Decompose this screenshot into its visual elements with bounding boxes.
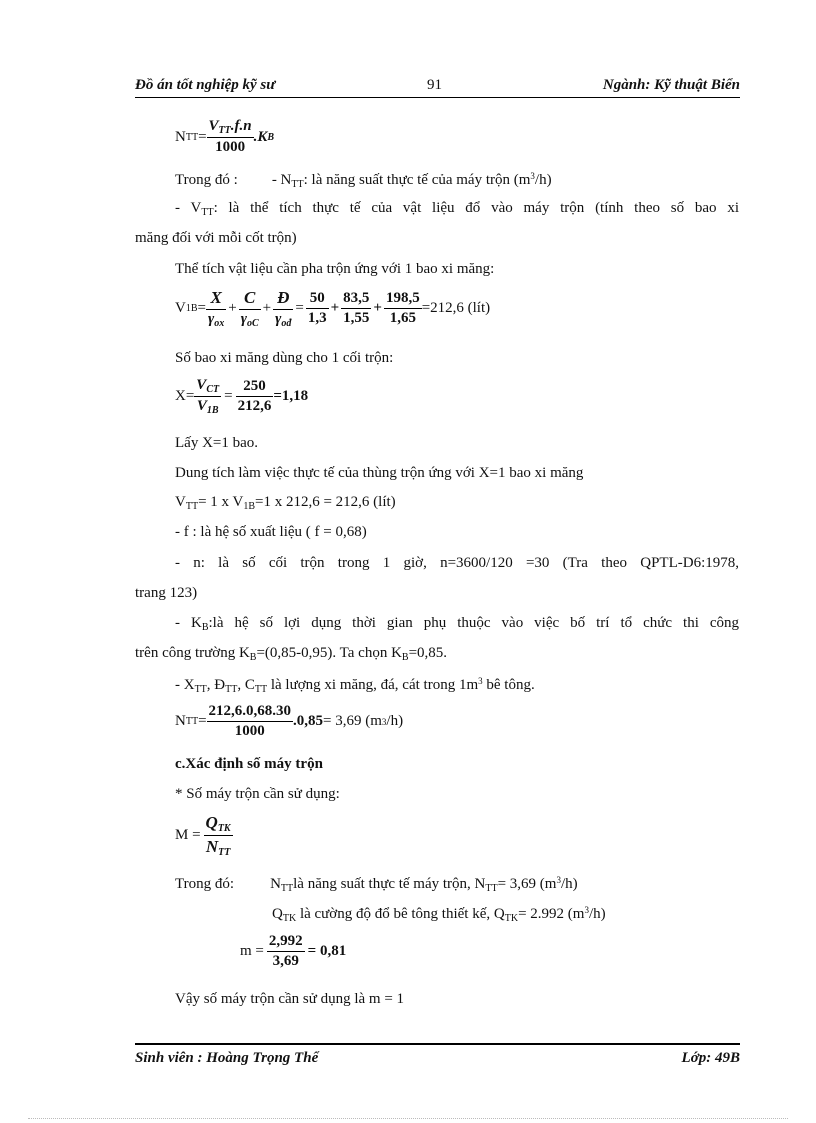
formula-ntt: N TT = $\frac{V_{TT}.f.n}{1000}$ .K B xyxy=(175,118,275,155)
paragraph: Thể tích vật liệu cần pha trộn ứng với 1 bao xi măng: xyxy=(175,261,495,277)
formula-m: M = $\frac{Q_{TK}}{N_{TT}}$ xyxy=(175,813,231,858)
paragraph: trang 123) xyxy=(135,585,198,601)
paragraph: - f : là hệ số xuất liệu ( f = 0,68) xyxy=(175,524,367,540)
section-heading: c.Xác định số máy trộn xyxy=(175,756,323,772)
paragraph: - $V_{TT}$: là thể tích thực tế của vật liệu đổ vào máy trộn (tính theo số bao xi xyxy=(175,200,740,218)
paragraph: Số bao xi măng dùng cho 1 cối trộn: xyxy=(175,350,394,366)
paragraph: $Q_{TK}$ là cường độ đổ bê tông thiết kế, $Q_{TK}= 2.992$ $(m^3/h)$ xyxy=(272,905,606,924)
paragraph: * Số máy trộn cần sử dụng: xyxy=(175,786,340,802)
fraction: $\frac{V_{TT}.f.n}{1000}$ xyxy=(208,118,252,155)
page-edge xyxy=(28,1118,788,1119)
paragraph: trên công trường $K_B=(0,85-0,95)$. Ta chọn $K_B=0,85$. xyxy=(135,645,448,663)
footer-class: Lớp: 49B xyxy=(681,1050,740,1066)
formula-x: X= $\frac{V_{CT}}{V_{1B}}$ = $\frac{250}{212,6}$ =1,18 xyxy=(175,377,309,416)
paragraph: Trong đó : - $N_{TT}$: là năng suất thực tế của máy trộn $(m^3/h)$ xyxy=(175,171,552,190)
formula-v1b: V 1B = $\frac{X}{\gamma_{ox}}$ + $\frac{C}{\gamma_{oC}}$ + $\frac{Đ}{\gamma_{ođ}}$ = $\frac{50}{1,3}$ + $\frac{83,5}{1,55}$ + $\frac{198,5}{1,65}$ =212,6 (lít) xyxy=(175,288,491,329)
formula-ntt-value: N TT = $\frac{212,6.0,68.30}{1000}$ .0,85 = 3,69 (m 3 /h) xyxy=(175,703,404,739)
paragraph: - $X_{TT}$, $Đ_{TT}$, $C_{TT}$ là lượng xi măng, đá, cát trong $1m^3$ bê tông. xyxy=(175,676,535,695)
footer-rule xyxy=(135,1043,740,1045)
formula-m-value: m = $\frac{2,992}{3,69}$ = 0,81 xyxy=(240,933,347,969)
paragraph: - $K_B:là$ hệ số lợi dụng thời gian phụ thuộc vào việc bố trí tổ chức thi công xyxy=(175,615,740,633)
paragraph: Dung tích làm việc thực tế của thùng trộn ứng với X=1 bao xi măng xyxy=(175,465,584,481)
paragraph: Vậy số máy trộn cần sử dụng là m = 1 xyxy=(175,991,405,1007)
paragraph: Lấy X=1 bao. xyxy=(175,435,259,451)
footer-student: Sinh viên : Hoàng Trọng Thể xyxy=(135,1050,319,1066)
paragraph: Trong đó: $N_{TT}là$ năng suất thực tế máy trộn, $N_{TT}= 3,69$ $(m^3/h)$ xyxy=(175,875,578,894)
header-title: Đồ án tốt nghiệp kỹ sư xyxy=(135,77,276,93)
page-number: 91 xyxy=(427,77,442,93)
paragraph: măng đối với mỗi cốt trộn) xyxy=(135,230,297,246)
header-rule xyxy=(135,97,740,98)
paragraph: - n: là số cối trộn trong 1 giờ, n=3600/120 =30 (Tra theo QPTL-D6:1978, xyxy=(175,555,739,571)
paragraph: $V_{TT}= 1$ x $V_{1B}=1$ x 212,6 = 212,6 (lít) xyxy=(175,494,396,512)
header-major: Ngành: Kỹ thuật Biển xyxy=(602,77,740,93)
